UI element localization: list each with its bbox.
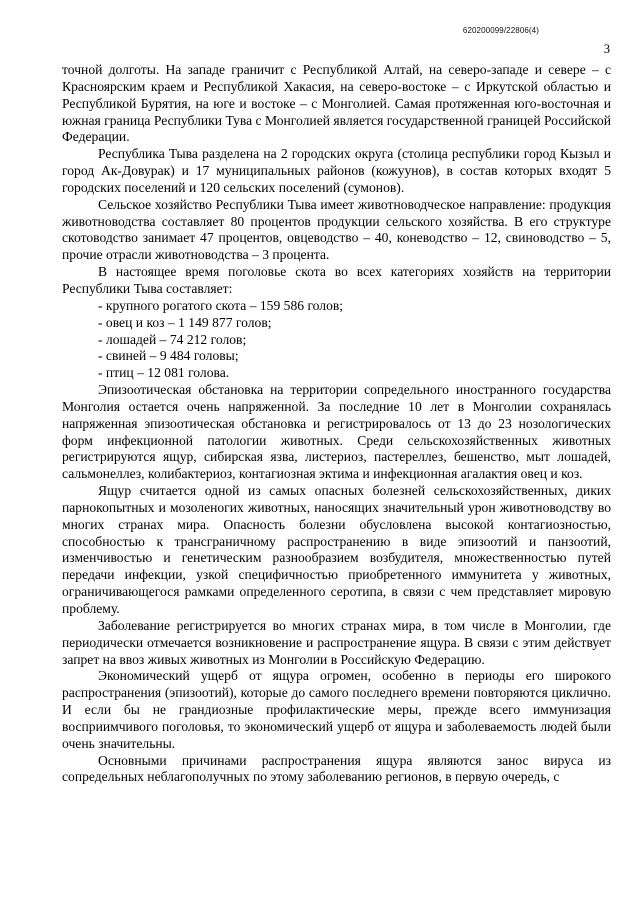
paragraph-epizootic-situation: Эпизоотическая обстановка на территории сопредельного иностранного государства Монголия остается очень напряженной. За последние 10 лет в Монголии сохранялась напряженная эпизоотическая обстановка и регистрировалось от 13 до 23 нозологических форм инфекционной патологии животных. Среди сельскохозяйственных животных регистрируются ящур, сибирская язва, листериоз, пастереллез, бешенство, мыт лошадей, сальмонеллез, колибактериоз, контагиозная эктима и инфекционная агалактия овец и коз.	[62, 382, 611, 482]
list-item: - крупного рогатого скота – 159 586 голов;	[98, 297, 344, 313]
paragraph-border-continuation: точной долготы. На западе граничит с Республикой Алтай, на северо-западе и севере – с Красноярским краем и Республикой Хакасия, на северо-востоке – с Иркутской областью и Республикой Бурятия, на юге и востоке – с Монголией. Самая протяженная юго-восточная и южная граница Республики Тува с Монголией является государственной границей Российской Федерации.	[62, 62, 611, 145]
paragraph-administrative-division: Республика Тыва разделена на 2 городских округа (столица республики город Кызыл и город Ак-Довурак) и 17 муниципальных районов (кожуунов), в состав которых входят 5 городских поселений и 120 сельских поселений (сумонов).	[62, 146, 611, 195]
paragraph-agriculture: Сельское хозяйство Республики Тыва имеет животноводческое направление: продукция животноводства составляет 80 процентов продукции сельского хозяйства. В его структуре скотоводство занимает 47 процентов, овцеводство – 40, коневодство – 12, свиноводство – 5, прочие отрасли животноводства – 3 процента.	[62, 196, 611, 263]
page-number: 3	[603, 42, 610, 56]
paragraph-spread-causes: Основными причинами распространения ящура являются занос вируса из сопредельных неблагополучных по этому заболеванию регионов, в первую очередь, с	[62, 752, 611, 785]
livestock-list	[62, 298, 611, 382]
list-item: - овец и коз – 1 149 877 голов;	[98, 314, 272, 330]
document-id: 620200099/22806(4)	[462, 26, 539, 35]
body-text	[62, 62, 611, 786]
list-item: - лошадей – 74 212 голов;	[98, 331, 247, 347]
paragraph-economic-damage: Экономический ущерб от ящура огромен, особенно в периоды его широкого распространения (эпизоотий), которые до самого последнего времени повторяются циклично. И если бы не грандиозные профилактические меры, прежде всего иммунизация восприимчивого поголовья, то экономический ущерб от ящура и заболеваемость людей были очень значительны.	[62, 668, 611, 751]
paragraph-fmd-danger: Ящур считается одной из самых опасных болезней сельскохозяйственных, диких парнокопытных и мозоленогих животных, наносящих значительный урон животноводству во многих странах мира. Опасность болезни обусловлена высокой контагиозностью, способностью к трансграничному распространению в виде эпизоотий и панзоотий, изменчивостью и генетическим разнообразием возбудителя, множественностью путей передачи инфекции, узкой специфичностью приобретенного иммунитета у животных, ограничивающегося рамками определенного серотипа, в связи с чем представляет мировую проблему.	[62, 483, 611, 616]
list-item: - птиц – 12 081 голова.	[98, 365, 230, 381]
list-item: - свиней – 9 484 головы;	[98, 348, 239, 364]
paragraph-fmd-mongolia: Заболевание регистрируется во многих странах мира, в том числе в Монголии, где периодически отмечается возникновение и распространение ящура. В связи с этим действует запрет на ввоз живых животных из Монголии в Российскую Федерацию.	[62, 617, 611, 667]
paragraph-livestock-intro: В настоящее время поголовье скота во всех категориях хозяйств на территории Республики Тыва составляет:	[62, 264, 611, 296]
